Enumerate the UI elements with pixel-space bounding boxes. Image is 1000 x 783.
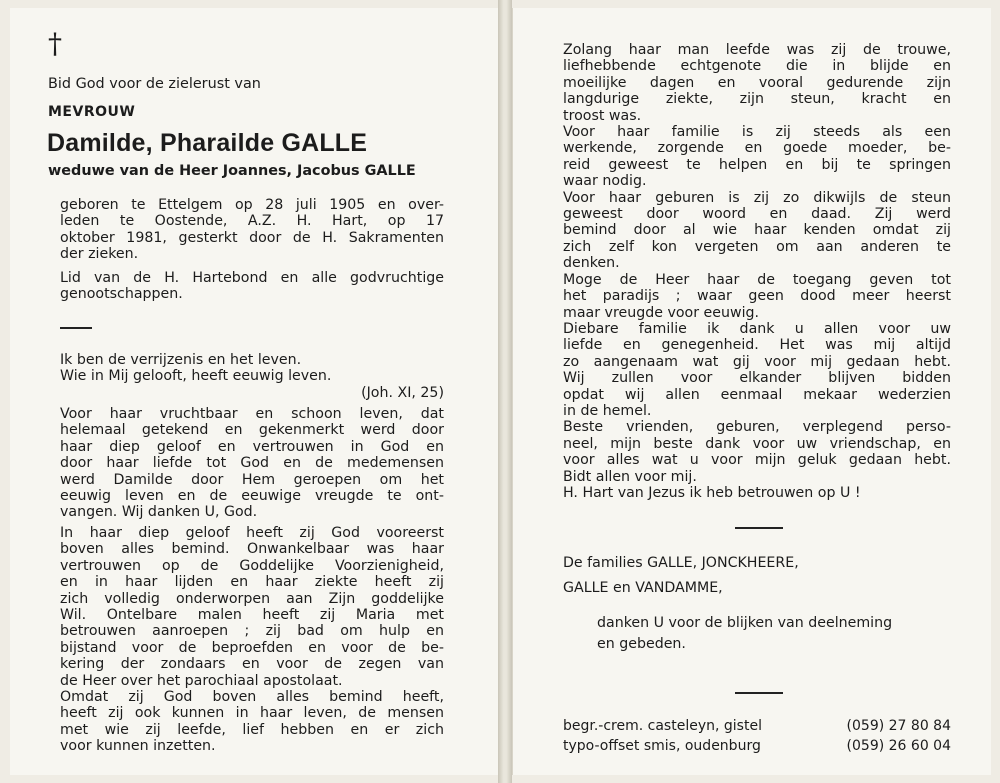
text-line: haar diep geloof en vertrouwen in God en <box>60 438 444 455</box>
text-line: Beste vrienden, geburen, verplegend perso- <box>563 419 951 436</box>
text-line: denken. <box>563 255 620 272</box>
birth-paragraph <box>60 197 444 263</box>
deceased-name: Damilde, Pharailde GALLE <box>47 129 368 157</box>
text-line: werd Damilde door Hem geroepen om het <box>60 471 444 488</box>
widow-line: weduwe van de Heer Joannes, Jacobus GALLE <box>48 163 416 179</box>
text-line: Zolang haar man leefde was zij de trouwe, <box>563 42 951 58</box>
title-mevrouw: MEVROUW <box>48 104 136 120</box>
thanks-line: en gebeden. <box>597 636 686 652</box>
paragraph-life <box>60 406 444 521</box>
text-line: en in haar lijden en haar ziekte heeft zij <box>60 574 444 591</box>
text-line: Wil. Ontelbare malen heeft zij Maria met <box>60 607 444 624</box>
text-line: vertrouwen op de Goddelijke Voorzienigheid, <box>60 557 444 574</box>
text-line: reid geweest te helpen en bij te springen <box>563 156 951 173</box>
text-line: opdat wij allen eenmaal mekaar wederzien <box>563 386 951 403</box>
text-line: met wie zij leefde, lief hebben en er zich <box>60 721 444 738</box>
text-line: Omdat zij God boven alles bemind heeft, <box>60 689 444 706</box>
text-line: Diebare familie ik dank u allen voor uw <box>563 320 951 337</box>
intro-text: Bid God voor de zielerust van <box>48 76 261 92</box>
text-line: der zieken. <box>60 246 139 263</box>
credit-row <box>563 736 951 756</box>
text-line: eeuwig leven en de eeuwige vreugde te ont- <box>60 488 444 505</box>
families-line: De families GALLE, JONCKHEERE, <box>563 555 799 571</box>
text-line: Bidt allen voor mij. <box>563 468 697 485</box>
cross-symbol: † <box>48 27 62 60</box>
text-line: Voor haar vruchtbaar en schoon leven, dat <box>60 406 444 422</box>
text-line: Lid van de H. Hartebond en alle godvruchtige <box>60 270 444 286</box>
text-line: voor kunnen inzetten. <box>60 738 216 755</box>
thanks-line: danken U voor de blijken van deelneming <box>597 615 893 631</box>
text-line: werkende, zorgende en goede moeder, be- <box>563 140 951 157</box>
credit-name: begr.-crem. casteleyn, gistel <box>563 718 762 734</box>
text-line: leden te Oostende, A.Z. H. Hart, op 17 <box>60 213 444 230</box>
text-line: vangen. Wij danken U, God. <box>60 504 258 521</box>
text-line: In haar diep geloof heeft zij God vooreerst <box>60 525 444 541</box>
text-line: voor alles wat u voor mijn geluk gedaan hebt. <box>563 452 951 469</box>
text-line: de Heer over het parochiaal apostolaat. <box>60 672 343 689</box>
quote-reference: (Joh. XI, 25) <box>361 384 444 401</box>
text-line: oktober 1981, gesterkt door de H. Sakramenten <box>60 229 444 246</box>
text-line: Voor haar familie is zij steeds als een <box>563 124 951 141</box>
text-line: liefhebbende echtgenote die in blijde en <box>563 58 951 75</box>
credit-phone: (059) 27 80 84 <box>846 718 951 734</box>
text-line: zo aangenaam wat gij voor mij gedaan hebt. <box>563 353 951 370</box>
printer-credits <box>563 716 951 756</box>
text-line: Wij zullen voor elkander blijven bidden <box>563 370 951 387</box>
text-line: waar nodig. <box>563 173 647 190</box>
separator-rule <box>735 527 783 529</box>
text-line: genootschappen. <box>60 286 183 303</box>
bible-quote <box>60 352 444 401</box>
text-line: boven alles bemind. Onwankelbaar was haar <box>60 541 444 558</box>
text-line: zich volledig onderworpen aan Zijn goddelijke <box>60 590 444 607</box>
families-block <box>563 551 799 601</box>
text-line: bijstand voor de beproefden en voor de be- <box>60 639 444 656</box>
text-line: liefde en genegenheid. Het was mij altijd <box>563 337 951 354</box>
text-line: moeilijke dagen en vooral gedurende zijn <box>563 74 951 91</box>
credit-row <box>563 716 951 736</box>
quote-line: Ik ben de verrijzenis en het leven. <box>60 352 302 368</box>
credit-phone: (059) 26 60 04 <box>846 738 951 754</box>
separator-rule <box>735 692 783 694</box>
credit-name: typo-offset smis, oudenburg <box>563 738 761 754</box>
text-line: maar vreugde voor eeuwig. <box>563 304 760 321</box>
text-line: het paradijs ; waar geen dood meer heerst <box>563 288 951 305</box>
text-line: Moge de Heer haar de toegang geven tot <box>563 271 951 288</box>
families-line: GALLE en VANDAMME, <box>563 580 723 596</box>
text-line: in de hemel. <box>563 402 652 419</box>
text-line: bemind door al wie haar kenden omdat zij <box>563 222 951 239</box>
text-line: langdurige ziekte, zijn steun, kracht en <box>563 91 951 108</box>
quote-line: Wie in Mij gelooft, heeft eeuwig leven. <box>60 368 332 385</box>
paragraph-faith <box>60 525 444 755</box>
text-line: troost was. <box>563 107 642 124</box>
page-fold <box>498 0 512 783</box>
text-line: geboren te Ettelgem op 28 juli 1905 en over- <box>60 197 444 213</box>
text-line: H. Hart van Jezus ik heb betrouwen op U ! <box>563 484 861 501</box>
separator-rule <box>60 327 92 329</box>
text-line: kering der zondaars en voor de zegen van <box>60 656 444 673</box>
text-line: betrouwen aanroepen ; zij bad om hulp en <box>60 623 444 640</box>
paragraph-husband <box>563 42 951 501</box>
text-line: geweest door woord en daad. Zij werd <box>563 206 951 223</box>
text-line: Voor haar geburen is zij zo dikwijls de steun <box>563 189 951 206</box>
text-line: helemaal getekend en gekenmerkt werd door <box>60 422 444 439</box>
text-line: heeft zij ook kunnen in haar leven, de mensen <box>60 705 444 722</box>
text-line: neel, mijn beste dank voor uw vriendschap, en <box>563 435 951 452</box>
membership-paragraph <box>60 270 444 303</box>
text-line: door haar liefde tot God en de medemensen <box>60 455 444 472</box>
thanks-block <box>597 613 892 655</box>
text-line: zich zelf kon vergeten om aan anderen te <box>563 238 951 255</box>
